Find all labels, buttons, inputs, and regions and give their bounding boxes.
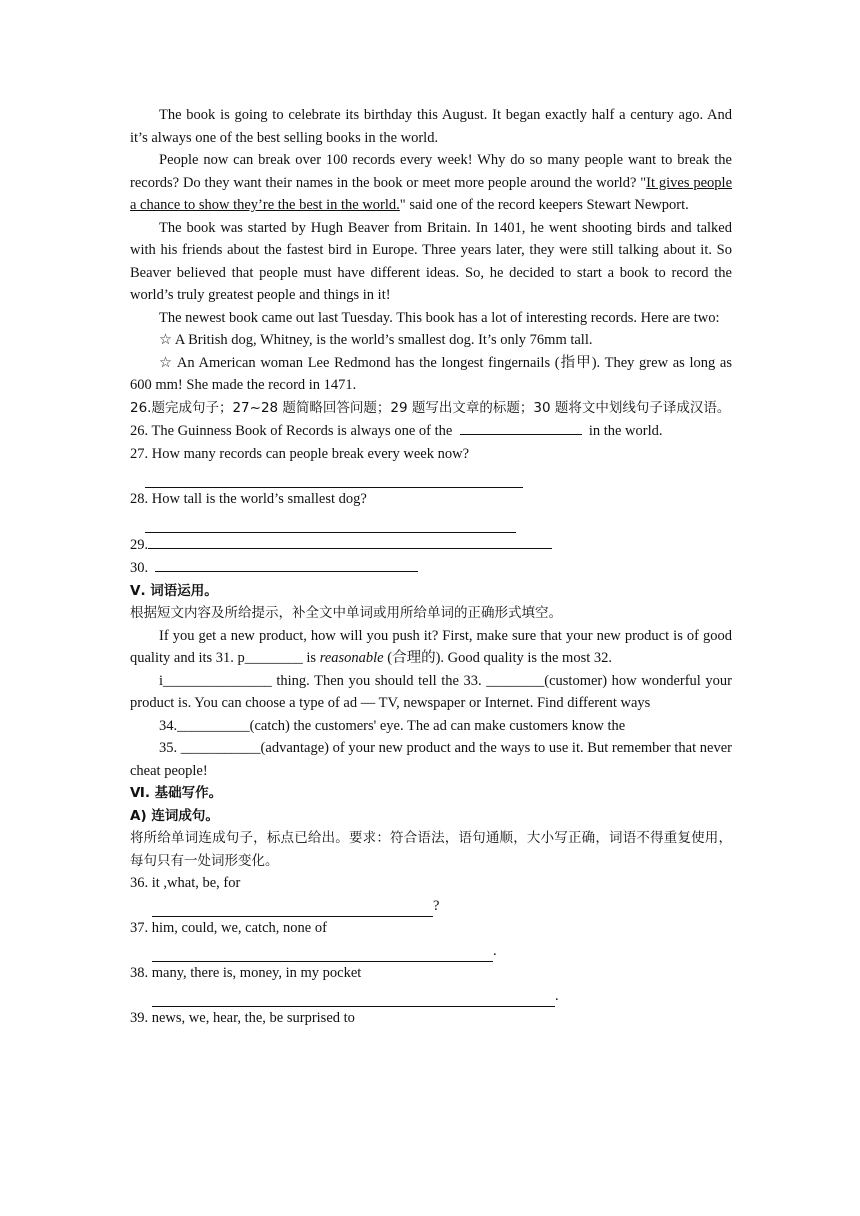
q26-text-end: in the world. [588,423,663,439]
question-39: 39. news, we, hear, the, be surprised to [130,1010,355,1026]
question-37: 37. him, could, we, catch, none of [130,920,327,936]
q27-answer-row [130,465,732,488]
q27-answer-line[interactable] [145,472,523,488]
q29-label: 29. [130,536,149,553]
question-38: 38. many, there is, money, in my pocket [130,965,362,981]
questions-instruction: 26.题完成句子；27~28 题简略回答问题；29 题写出文章的标题；30 题将文中划线句子译成汉语。 [130,399,731,416]
q38-answer-line[interactable] [152,991,555,1007]
question-29 [130,533,732,557]
q26-answer-line[interactable] [460,419,582,435]
q30-label: 30. [130,560,149,576]
passage-paragraph-2 [130,149,732,217]
s5-italic-word: reasonable [319,650,384,666]
q36-answer-line[interactable] [152,901,433,917]
q28-answer-row [130,510,732,533]
q37-answer-row [130,940,732,963]
passage-paragraph-3: The book was started by Hugh Beaver from Britain. In 1401, he went shooting birds and talked with his friends about the fastest bird in Europe. Three years later, they were still talking about it. So Beaver believed that people must have different ideas. So, he decided to start a book to record the world’s truly greatest people and things in it! [130,219,732,303]
passage-paragraph-4: The newest book came out last Tuesday. This book has a lot of interesting records. Here are two: [159,309,720,326]
q30-answer-line[interactable] [155,556,418,572]
question-27: 27. How many records can people break every week now? [130,445,470,462]
section-6-instruction: 将所给单词连成句子，标点已给出。要求：符合语法，语句通顺，大小写正确，词语不得重复使用，每句只有一处词形变化。 [130,830,732,869]
question-26 [130,419,732,443]
question-36: 36. it ,what, be, for [130,875,241,891]
section-5-sentence-3: 34.__________(catch) the customers' eye. The ad can make customers know the [159,717,626,734]
q28-answer-line[interactable] [145,517,516,533]
p2-text-a: People now can break over 100 records every week! Why do so many people want to break the records? Do they want their names in the book or meet more people around the world? " [130,152,732,191]
section-5-sentence-4: 35. ___________(advantage) of your new product and the ways to use it. But remember that never cheat people! [130,740,732,779]
q36-punct: ? [433,897,440,914]
section-5-sentence-1 [130,625,732,670]
question-28: 28. How tall is the world’s smallest dog? [130,490,367,507]
question-30 [130,556,732,580]
q37-punct: . [493,942,497,959]
p2-text-b: " said one of the record keepers Stewart Newport. [399,197,689,213]
section-6-subtitle: A) 连词成句。 [130,807,219,824]
q38-punct: . [555,987,559,1004]
s5-text-1: If you get a new product, how will you push it? First, make sure that your new product is of good quality and its 31. p________ is [130,627,732,666]
s5-text-1b: (合理的). Good quality is the most 32. [383,650,612,666]
passage-paragraph-1: The book is going to celebrate its birthday this August. It began exactly half a century ago. And it’s always one of the best selling books in the world. [130,107,732,146]
section-6-title: Ⅵ. 基础写作。 [130,785,223,801]
q26-text: 26. The Guinness Book of Records is always one of the [130,423,453,439]
q37-answer-line[interactable] [152,946,493,962]
worksheet-page [130,104,732,1030]
record-item-2: ☆ An American woman Lee Redmond has the longest fingernails (指甲). They grew as long as 600 mm! She made the record in 1471. [130,354,732,393]
section-5-title: Ⅴ. 词语运用。 [130,582,218,599]
section-5-sentence-2: i_______________ thing. Then you should tell the 33. ________(customer) how wonderful your product is. You can choose a type of ad — TV, newspaper or Internet. Find different ways [130,672,732,711]
underlined-sentence: It gives people a chance to show they’re the best in the world. [130,174,732,213]
q38-answer-row [130,985,732,1008]
section-5-instruction: 根据短文内容及所给提示，补全文中单词或用所给单词的正确形式填空。 [130,605,562,621]
q36-answer-row [130,895,732,918]
record-item-1: ☆ A British dog, Whitney, is the world’s smallest dog. It’s only 76mm tall. [159,332,593,348]
q29-answer-line[interactable] [148,533,552,549]
